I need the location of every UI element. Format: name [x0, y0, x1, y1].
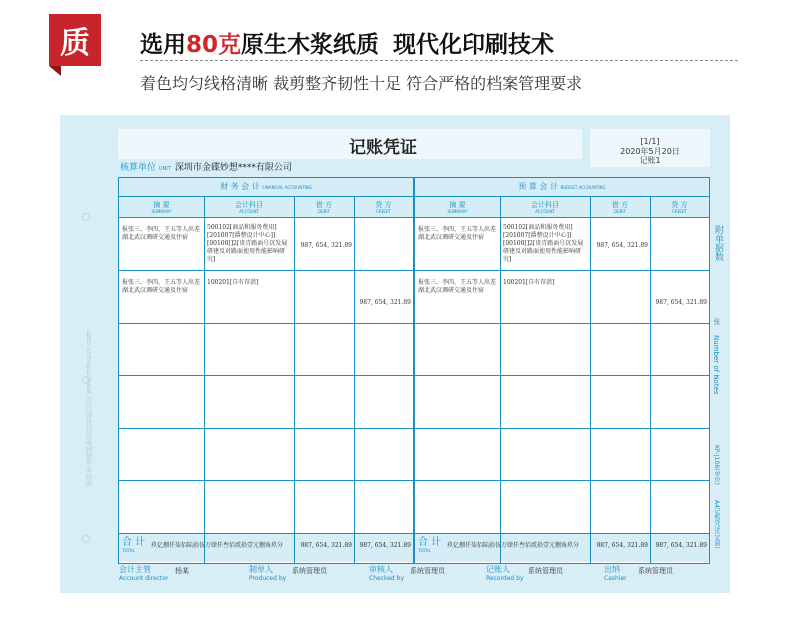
- bud-total-label: 合 计 TOTAL: [418, 537, 442, 553]
- sig-value-cashier: 系统管理员: [638, 567, 673, 575]
- financial-section-title: 财 务 会 计 FINANCIAL ACCOUNTING: [220, 182, 312, 191]
- row1-bud-debit: 987, 654, 321.89: [596, 242, 648, 249]
- bud-col-summary: 摘 要 SUMMARY: [447, 201, 468, 214]
- sig-label-checker: 审核人 Checked by: [369, 565, 405, 582]
- unit-label-en: UNIT: [158, 166, 171, 172]
- bud-col-debit: 借 方 DEBIT: [611, 201, 629, 214]
- row1-bud-account: 500102[商品和服务费用][201007[爵整设计中心]][00100[]2[贵青路面号沉发展研建及对路面使用性能影响研究]: [503, 224, 584, 263]
- unit-label: 核算单位: [120, 163, 157, 173]
- bud-total-words: 玖亿捌仟柒佰陆拾伍万肆仟叁佰贰拾壹元捌角玖分: [447, 542, 580, 549]
- punch-hole: [82, 213, 90, 221]
- punch-hole: [82, 535, 90, 543]
- notes-label: Number of Notes: [712, 335, 720, 395]
- headline-part-a: 选用: [140, 32, 186, 58]
- bud-total-debit: 987, 654, 321.89: [596, 542, 648, 549]
- headline-part-c: 现代化印刷技术: [393, 32, 555, 58]
- quality-badge: 质: [49, 14, 101, 66]
- page-number: [1/1]: [640, 137, 660, 146]
- divider: [140, 60, 738, 61]
- fin-total-words: 玖亿捌仟柒佰陆拾伍万肆仟叁佰贰拾壹元捌角玖分: [151, 542, 284, 549]
- row2-bud-account: 100201[自有存款]: [503, 279, 555, 286]
- row2-fin-credit: 987, 654, 321.89: [359, 299, 411, 306]
- unit-line: [120, 160, 292, 173]
- row2-fin-account: 100201[自有存款]: [207, 279, 259, 286]
- bud-col-account: 会计科目 ACCOUNT: [531, 201, 559, 214]
- voucher-table: [118, 177, 710, 564]
- subheadline: 着色均匀线格清晰 裁剪整齐韧性十足 符合严格的档案管理要求: [140, 74, 583, 93]
- margin-brand-text: 深圳市金碟妙想科技有限公司 www.mifesun.com: [85, 330, 93, 488]
- sig-label-director: 会计主管 Account director: [119, 565, 169, 582]
- punch-hole: [82, 376, 90, 384]
- sig-value-checker: 系统管理员: [410, 567, 445, 575]
- fin-col-credit: 贷 方 CREDIT: [375, 201, 392, 214]
- voucher-date: 2020年5月20日: [620, 147, 680, 156]
- sig-label-recorder: 记账人 Recorded by: [486, 565, 524, 582]
- row2-bud-summary: 报张三、李四、王五等人出差湖北武汉调研交通及住宿: [418, 279, 497, 294]
- row1-fin-debit: 987, 654, 321.89: [300, 242, 352, 249]
- row1-bud-summary: 报张三、李四、王五等人出差湖北武汉调研交通及住宿: [418, 226, 497, 241]
- attachments-label: 附单据数: [713, 225, 723, 261]
- sig-label-producer: 制单人 Produced by: [249, 565, 287, 582]
- fin-total-credit: 987, 654, 321.89: [359, 542, 411, 549]
- row2-fin-summary: 报张三、李四、王五等人出差湖北武汉调研交通及住宿: [122, 279, 201, 294]
- headline-highlight: 80克: [186, 32, 242, 58]
- headline-part-b: 原生木浆纸质: [241, 32, 380, 58]
- headline: [140, 26, 554, 59]
- fin-total-label: 合 计 TOTAL: [122, 537, 146, 553]
- row1-fin-summary: 报张三、李四、王五等人出差湖北武汉调研交通及住宿: [122, 226, 201, 241]
- voucher-title: 记账凭证: [349, 138, 417, 158]
- attachments-unit: 张: [713, 318, 721, 325]
- fin-col-account: 会计科目 ACCOUNT: [235, 201, 263, 214]
- fin-col-debit: 借 方 DEBIT: [315, 201, 333, 214]
- fin-col-summary: 摘 要 SUMMARY: [151, 201, 172, 214]
- budget-section-title: 预 算 会 计 BUDGET ACCOUNTING: [518, 182, 606, 191]
- row1-fin-account: 500102[商品和服务费用][201007[爵整设计中心]][00100[]2[贵青路面号沉发展研建及对路面使用性能影响研究]: [207, 224, 288, 263]
- row2-bud-credit: 987, 654, 321.89: [655, 299, 707, 306]
- fin-total-debit: 987, 654, 321.89: [300, 542, 352, 549]
- voucher-number: 记账1: [639, 156, 661, 165]
- product-name: A4记账凭证(定制): [713, 500, 720, 549]
- bud-total-credit: 987, 654, 321.89: [655, 542, 707, 549]
- sig-value-director: 杨某: [175, 567, 189, 575]
- product-code: KP-J106(单位): [713, 445, 720, 485]
- unit-value: 深圳市金碟妙想****有限公司: [174, 163, 292, 173]
- sig-value-recorder: 系统管理员: [528, 567, 563, 575]
- bud-col-credit: 贷 方 CREDIT: [671, 201, 688, 214]
- sig-value-producer: 系统管理员: [292, 567, 327, 575]
- sig-label-cashier: 出纳 Cashier: [604, 565, 627, 582]
